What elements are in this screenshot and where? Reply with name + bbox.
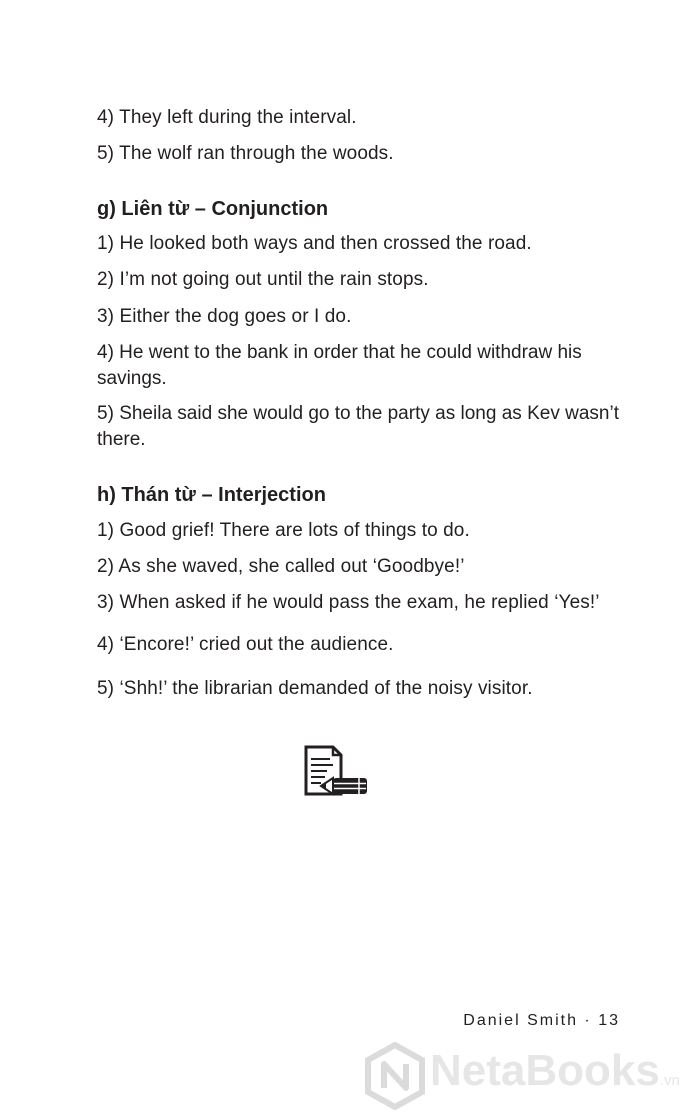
page-number: 13 [598, 1012, 620, 1029]
interjection-item-2: 2) As she waved, she called out ‘Goodbye!’ [97, 556, 465, 577]
netabooks-watermark [364, 1042, 700, 1112]
watermark-text [430, 1046, 680, 1096]
author-name: Daniel Smith [463, 1012, 578, 1029]
conjunction-item-3: 3) Either the dog goes or I do. [97, 306, 352, 327]
list-item-prev-4: 4) They left during the interval. [97, 107, 357, 128]
page-footer [463, 1012, 620, 1030]
netabooks-logo-icon [364, 1042, 426, 1110]
section-heading-interjection: h) Thán từ – Interjection [97, 484, 326, 506]
interjection-item-3: 3) When asked if he would pass the exam, he replied ‘Yes!’ [97, 592, 600, 613]
document-pencil-icon [303, 744, 371, 798]
conjunction-item-5: 5) Sheila said she would go to the party as long as Kev wasn’t there. [97, 403, 619, 450]
conjunction-item-1: 1) He looked both ways and then crossed the road. [97, 233, 532, 254]
list-item-prev-5: 5) The wolf ran through the woods. [97, 143, 394, 164]
interjection-item-1: 1) Good grief! There are lots of things to do. [97, 520, 470, 541]
section-heading-conjunction: g) Liên từ – Conjunction [97, 198, 329, 220]
watermark-name: NetaBooks [430, 1046, 660, 1095]
interjection-item-5: 5) ‘Shh!’ the librarian demanded of the noisy visitor. [97, 678, 533, 699]
footer-separator: · [584, 1012, 592, 1029]
watermark-suffix: .vn [659, 1072, 680, 1089]
interjection-item-4: 4) ‘Encore!’ cried out the audience. [97, 634, 394, 655]
conjunction-item-4: 4) He went to the bank in order that he could withdraw his savings. [97, 342, 582, 389]
conjunction-item-2: 2) I’m not going out until the rain stops. [97, 269, 429, 290]
